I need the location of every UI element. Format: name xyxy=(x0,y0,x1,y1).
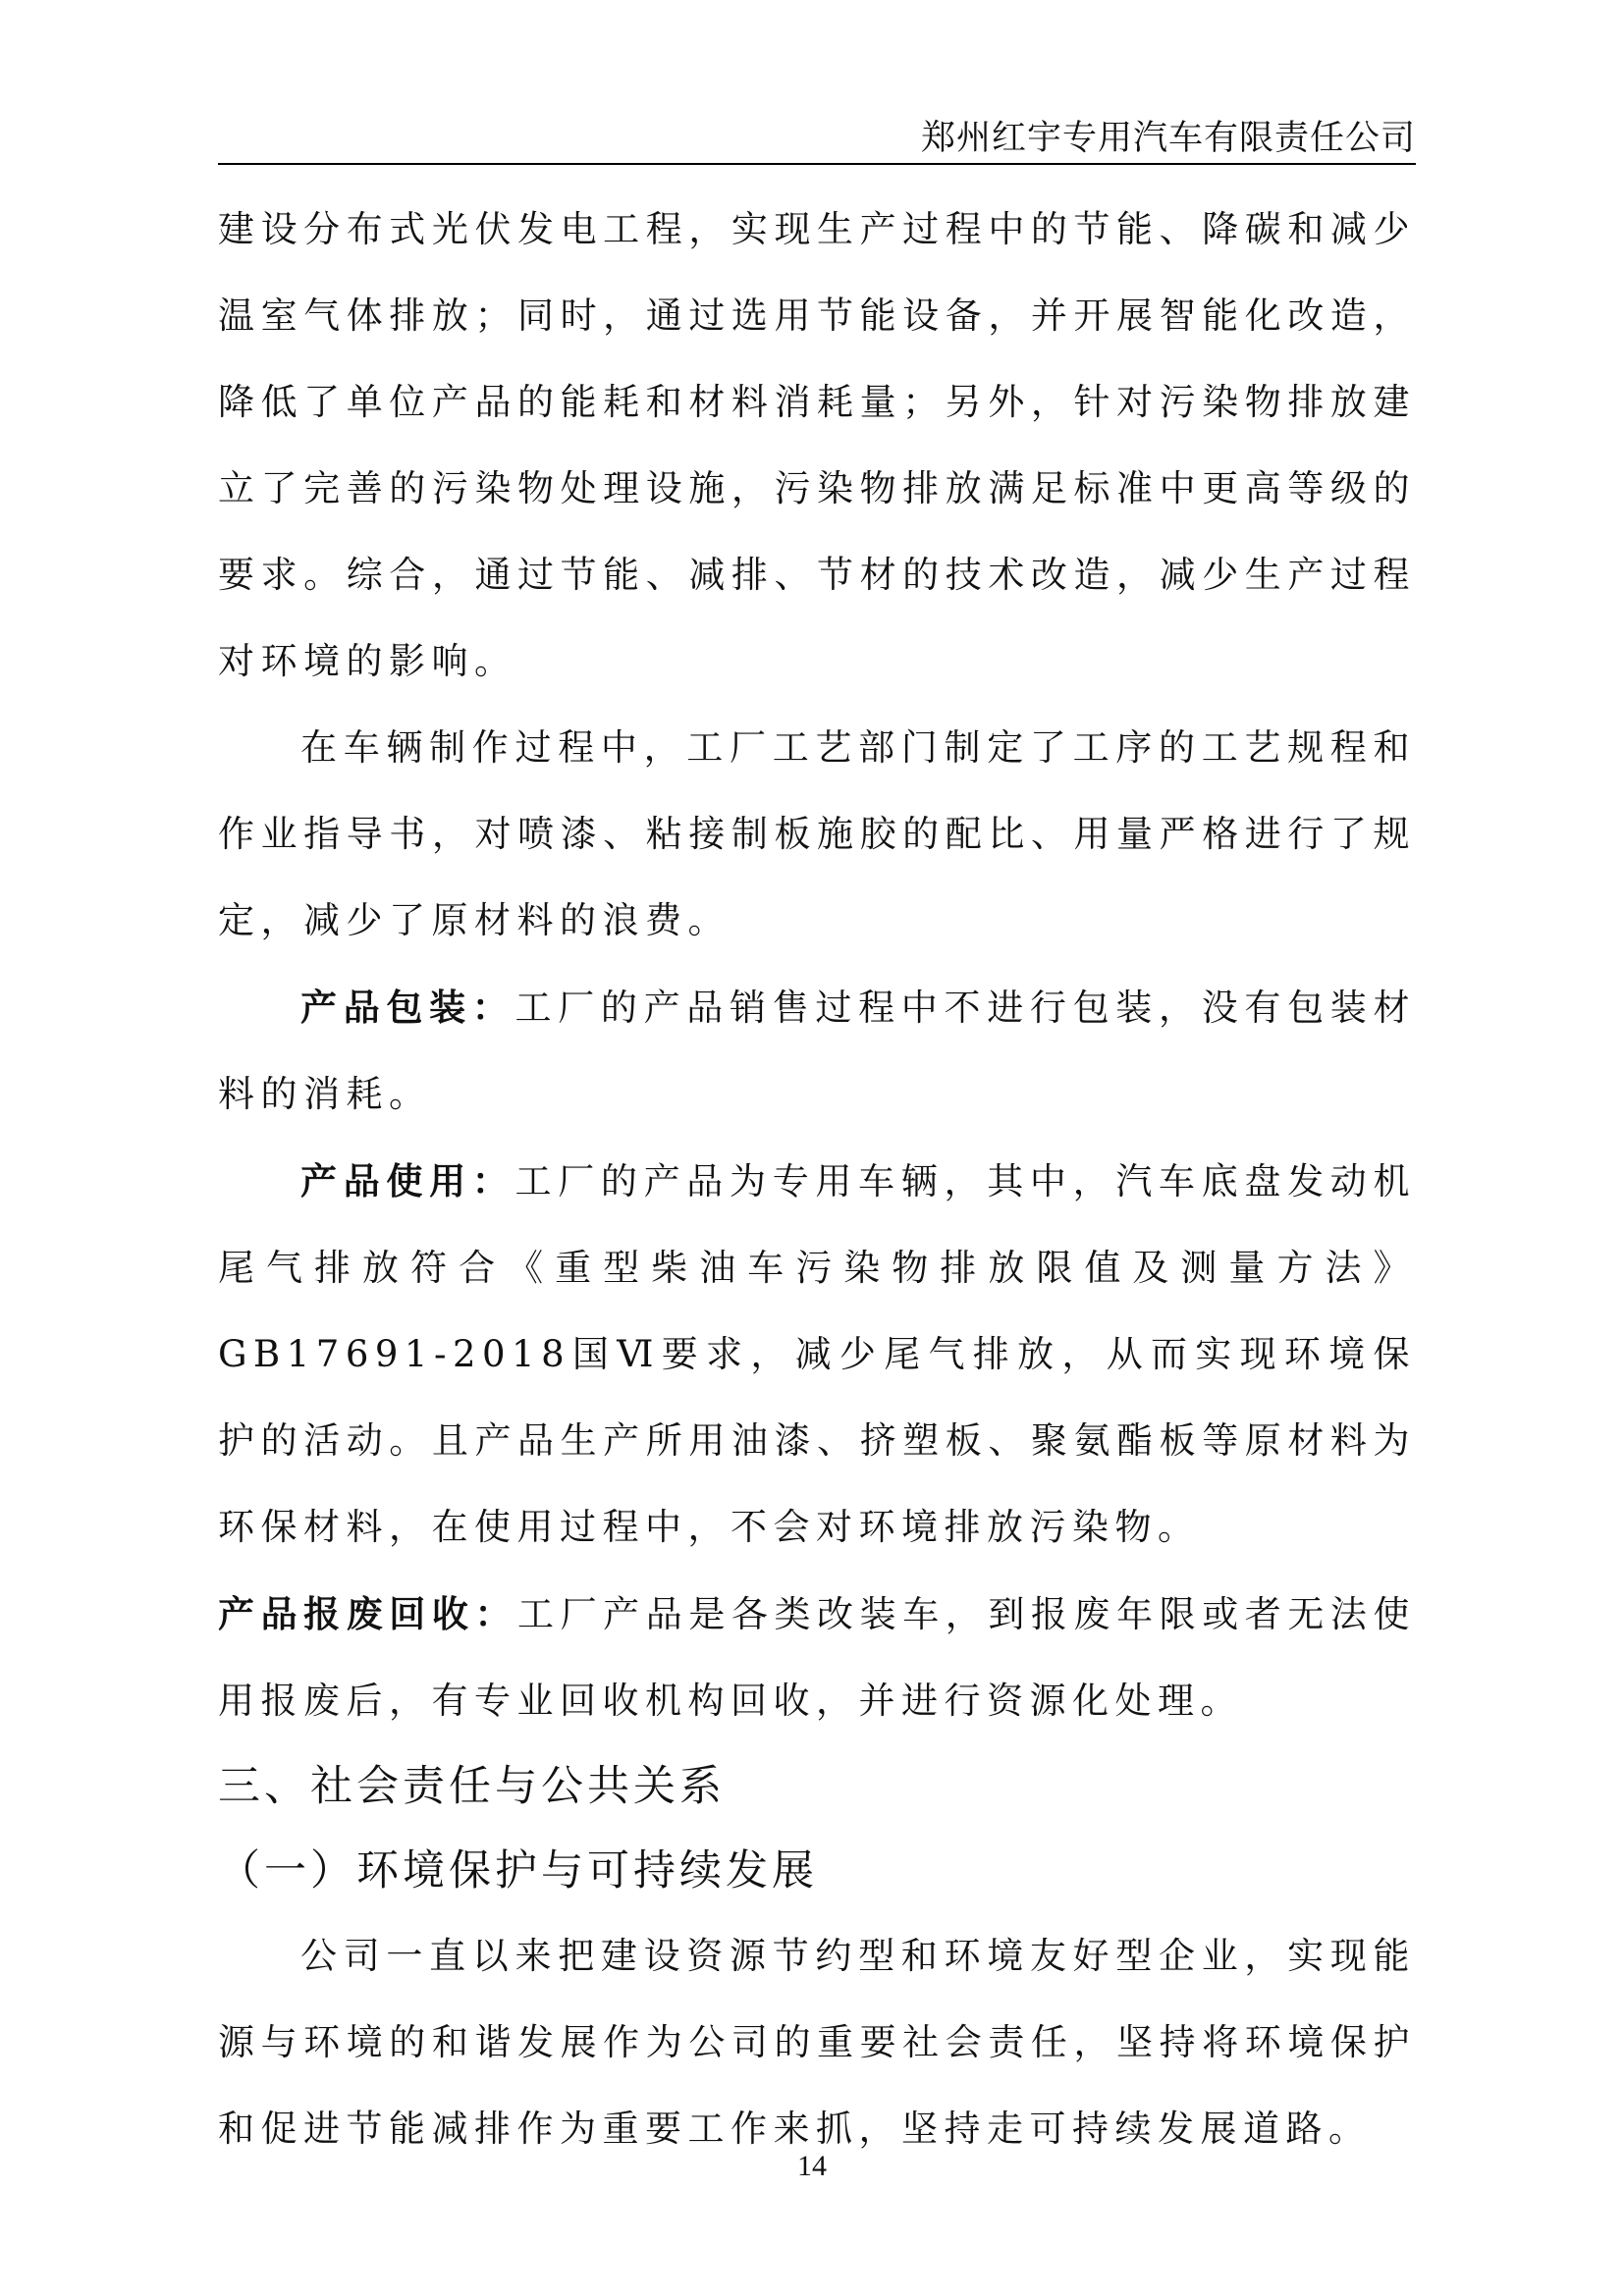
recycling-text: 工厂产品是各类改装车，到报废年限或者无法使用报废后，有专业回收机构回收，并进行资源化处理。 xyxy=(218,1593,1417,1722)
recycling-label: 产品报废回收： xyxy=(218,1592,518,1635)
packaging-label: 产品包装： xyxy=(300,986,515,1029)
document-body xyxy=(218,187,1416,2172)
paragraph-product-usage xyxy=(218,1138,1416,1571)
usage-label: 产品使用： xyxy=(300,1159,515,1202)
packaging-text: 工厂的产品销售过程中不进行包装，没有包装材料的消耗。 xyxy=(218,987,1416,1115)
paragraph-product-packaging xyxy=(218,964,1416,1138)
section-heading-social-responsibility: 三、社会责任与公共关系 xyxy=(218,1762,726,1811)
paragraph-energy-saving: 建设分布式光伏发电工程，实现生产过程中的节能、降碳和减少温室气体排放；同时，通过选用节能设备，并开展智能化改造，降低了单位产品的能耗和材料消耗量；另外，针对污染物排放建立了完善的污染物处理设施，污染物排放满足标准中更高等级的要求。综合，通过节能、减排、节材的技术改造，减少生产过程对环境的影响。 xyxy=(218,208,1416,682)
paragraph-vehicle-production: 在车辆制作过程中，工厂工艺部门制定了工序的工艺规程和作业指导书，对喷漆、粘接制板施胶的配比、用量严格进行了规定，减少了原材料的浪费。 xyxy=(218,726,1416,941)
page-header xyxy=(218,114,1416,165)
paragraph-sustainable-development: 公司一直以来把建设资源节约型和环境友好型企业，实现能源与环境的和谐发展作为公司的重要社会责任，坚持将环境保护和促进节能减排作为重要工作来抓，坚持走可持续发展道路。 xyxy=(218,1935,1416,2150)
usage-text: 工厂的产品为专用车辆，其中，汽车底盘发动机尾气排放符合《重型柴油车污染物排放限值及测量方法》GB17691-2018国Ⅵ要求，减少尾气排放，从而实现环境保护的活动。且产品生产所用油漆、挤塑板、聚氨酯板等原材料为环保材料，在使用过程中，不会对环境排放污染物。 xyxy=(218,1160,1416,1548)
subsection-heading-environment: （一）环境保护与可持续发展 xyxy=(218,1846,818,1896)
paragraph-product-recycling xyxy=(218,1571,1416,1744)
header-company-name: 郑州红宇专用汽车有限责任公司 xyxy=(920,119,1416,158)
page-number: 14 xyxy=(797,2150,827,2182)
